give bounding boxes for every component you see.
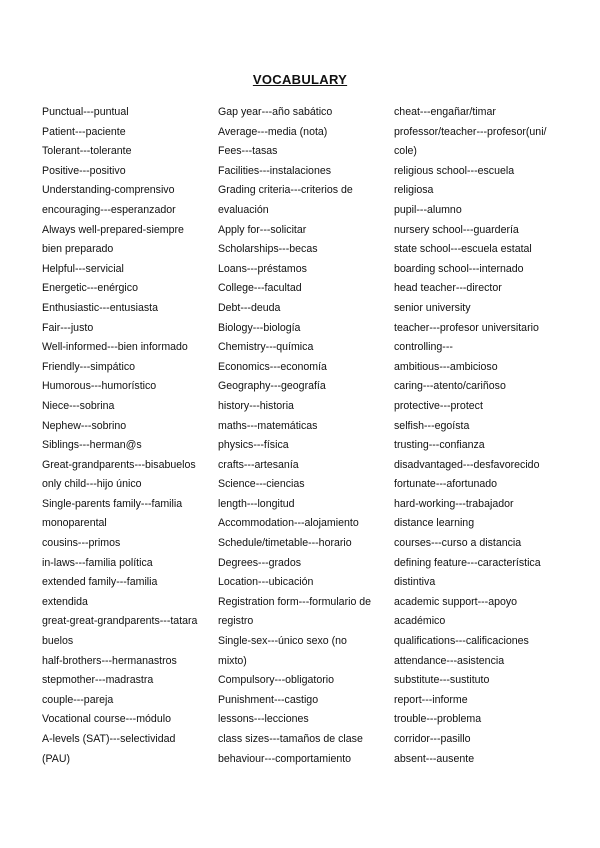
vocabulary-line: physics---física — [218, 439, 289, 452]
vocabulary-line: report---informe — [394, 693, 468, 706]
vocabulary-line: evaluación — [218, 203, 269, 216]
vocabulary-line: Punctual---puntual — [42, 106, 129, 118]
vocabulary-line: extendida — [42, 595, 88, 608]
vocabulary-line: Punishment---castigo — [218, 693, 319, 706]
vocabulary-line: Energetic---enérgico — [42, 282, 138, 295]
vocabulary-line: Gap year---año sabático — [218, 106, 333, 118]
vocabulary-line: Economics---economía — [218, 360, 327, 373]
vocabulary-line: caring---atento/cariñoso — [394, 380, 506, 393]
vocabulary-line: Fees---tasas — [218, 145, 278, 158]
vocabulary-line: lessons---lecciones — [218, 713, 309, 726]
vocabulary-line: hard-working---trabajador — [394, 497, 514, 510]
vocabulary-line: (PAU) — [42, 752, 71, 765]
vocabulary-line: great-great-grandparents---tatara — [42, 615, 198, 628]
vocabulary-line: religious school---escuela — [394, 164, 515, 177]
vocabulary-line: Loans---préstamos — [218, 262, 307, 275]
vocabulary-line: boarding school---internado — [394, 262, 524, 275]
vocabulary-line: Siblings---herman@s — [42, 439, 142, 452]
vocabulary-column-1 — [42, 103, 212, 769]
vocabulary-line: class sizes---tamaños de clase — [218, 733, 363, 745]
vocabulary-line: substitute---sustituto — [394, 674, 490, 687]
vocabulary-line: Science---ciencias — [218, 478, 305, 491]
vocabulary-line: couple---pareja — [42, 693, 114, 706]
vocabulary-line: crafts---artesanía — [218, 458, 299, 471]
vocabulary-line: Geography---geografía — [218, 380, 326, 393]
vocabulary-line: Average---media (nota) — [218, 125, 328, 138]
vocabulary-line: trouble---problema — [394, 713, 482, 726]
vocabulary-line: Helpful---servicial — [42, 262, 124, 275]
vocabulary-line: state school---escuela estatal — [394, 243, 532, 256]
vocabulary-line: Enthusiastic---entusiasta — [42, 301, 158, 314]
vocabulary-line: registro — [218, 615, 254, 628]
vocabulary-line: Schedule/timetable---horario — [218, 537, 352, 550]
vocabulary-line: ambitious---ambicioso — [394, 360, 498, 373]
vocabulary-line: Degrees---grados — [218, 556, 302, 569]
vocabulary-line: Facilities---instalaciones — [218, 164, 332, 177]
vocabulary-line: disadvantaged---desfavorecido — [394, 458, 540, 471]
vocabulary-line: attendance---asistencia — [394, 654, 505, 667]
vocabulary-line: trusting---confianza — [394, 439, 485, 452]
vocabulary-line: nursery school---guardería — [394, 223, 519, 236]
vocabulary-line: qualifications---calificaciones — [394, 635, 529, 648]
vocabulary-line: Well-informed---bien informado — [42, 341, 188, 354]
vocabulary-line: Friendly---simpático — [42, 360, 136, 373]
vocabulary-line: head teacher---director — [394, 282, 502, 295]
vocabulary-line: Niece---sobrina — [42, 399, 115, 412]
vocabulary-line: Nephew---sobrino — [42, 419, 127, 432]
vocabulary-line: professor/teacher---profesor(uni/ — [394, 125, 547, 138]
vocabulary-line: bien preparado — [42, 243, 114, 256]
vocabulary-line: teacher---profesor universitario — [394, 321, 539, 334]
page-title: VOCABULARY — [252, 72, 348, 87]
vocabulary-line: cheat---engañar/timar — [394, 106, 496, 118]
vocabulary-line: selfish---egoísta — [394, 419, 470, 432]
vocabulary-line: maths---matemáticas — [218, 419, 318, 432]
vocabulary-line: academic support---apoyo — [394, 595, 518, 608]
vocabulary-line: religiosa — [394, 184, 434, 197]
vocabulary-line: Apply for---solicitar — [218, 223, 307, 236]
vocabulary-line: Single-parents family---familia — [42, 497, 183, 510]
vocabulary-line: Humorous---humorístico — [42, 380, 157, 393]
vocabulary-line: senior university — [394, 301, 471, 314]
vocabulary-line: encouraging---esperanzador — [42, 203, 176, 216]
vocabulary-column-3 — [394, 103, 572, 769]
vocabulary-line: buelos — [42, 635, 74, 648]
vocabulary-line: Location---ubicación — [218, 576, 314, 589]
vocabulary-line: A-levels (SAT)---selectividad — [42, 733, 176, 745]
vocabulary-line: history---historia — [218, 399, 294, 412]
vocabulary-line: half-brothers---hermanastros — [42, 654, 177, 667]
vocabulary-line: pupil---alumno — [394, 203, 462, 216]
vocabulary-line: mixto) — [218, 654, 247, 667]
vocabulary-line: Compulsory---obligatorio — [218, 674, 334, 687]
vocabulary-line: Debt---deuda — [218, 301, 281, 314]
vocabulary-line: corridor---pasillo — [394, 733, 471, 745]
vocabulary-line: Patient---paciente — [42, 125, 126, 138]
vocabulary-line: Fair---justo — [42, 321, 94, 334]
vocabulary-line: protective---protect — [394, 399, 483, 412]
vocabulary-line: controlling--- — [394, 341, 453, 354]
vocabulary-column-2 — [218, 103, 388, 769]
vocabulary-line: absent---ausente — [394, 752, 475, 765]
vocabulary-line: académico — [394, 615, 446, 628]
vocabulary-line: College---facultad — [218, 282, 302, 295]
vocabulary-line: defining feature---característica — [394, 556, 541, 569]
vocabulary-line: Great-grandparents---bisabuelos — [42, 458, 196, 471]
vocabulary-line: Single-sex---único sexo (no — [218, 635, 347, 648]
vocabulary-line: Understanding-comprensivo — [42, 184, 175, 197]
vocabulary-line: Tolerant---tolerante — [42, 145, 132, 158]
vocabulary-line: Accommodation---alojamiento — [218, 517, 359, 530]
vocabulary-line: monoparental — [42, 517, 107, 530]
vocabulary-line: Always well-prepared-siempre — [42, 223, 184, 236]
vocabulary-line: Biology---biología — [218, 321, 301, 334]
vocabulary-line: length---longitud — [218, 497, 295, 510]
vocabulary-line: cole) — [394, 145, 417, 158]
vocabulary-line: stepmother---madrastra — [42, 674, 154, 687]
vocabulary-line: Vocational course---módulo — [42, 713, 171, 726]
vocabulary-line: behaviour---comportamiento — [218, 752, 352, 765]
vocabulary-line: Chemistry---química — [218, 341, 314, 354]
vocabulary-line: in-laws---familia política — [42, 556, 153, 569]
vocabulary-line: extended family---familia — [42, 576, 158, 589]
vocabulary-line: courses---curso a distancia — [394, 537, 522, 550]
vocabulary-line: distintiva — [394, 576, 436, 589]
vocabulary-line: cousins---primos — [42, 537, 121, 550]
vocabulary-line: Positive---positivo — [42, 164, 126, 177]
vocabulary-line: Scholarships---becas — [218, 243, 318, 256]
vocabulary-line: only child---hijo único — [42, 478, 142, 491]
vocabulary-line: Registration form---formulario de — [218, 595, 372, 608]
vocabulary-line: Grading criteria---criterios de — [218, 184, 353, 197]
vocabulary-line: distance learning — [394, 517, 475, 530]
vocabulary-line: fortunate---afortunado — [394, 478, 498, 491]
